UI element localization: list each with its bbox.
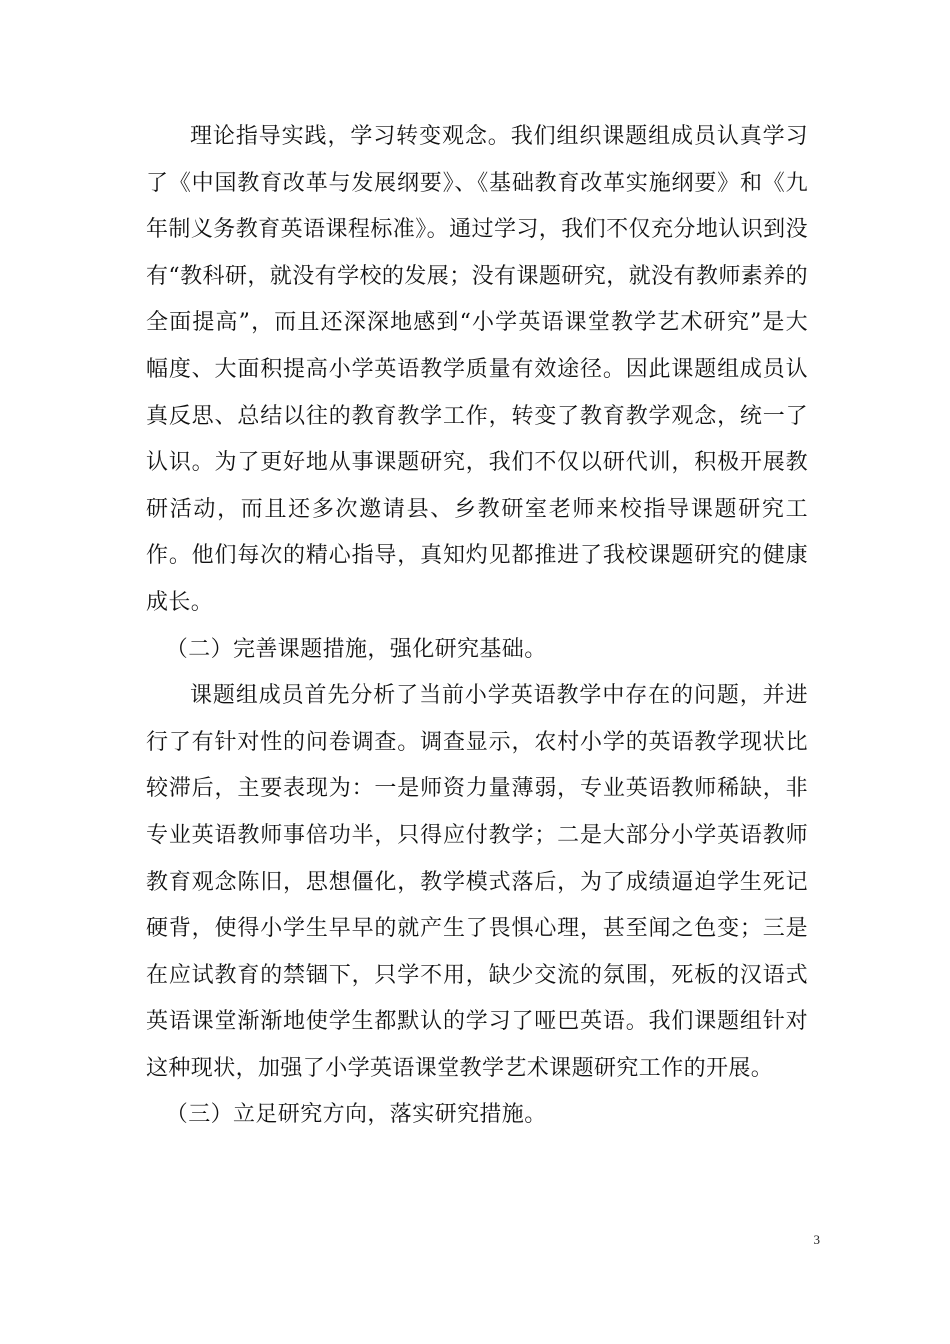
page-number: 3: [813, 1232, 820, 1247]
section-heading-three: （三）立足研究方向，落实研究措施。: [165, 1102, 547, 1128]
document-body: [146, 114, 808, 1139]
section-heading-two: （二）完善课题措施，强化研究基础。: [165, 636, 547, 662]
paragraph-problem-analysis: 课题组成员首先分析了当前小学英语教学中存在的问题，并进行了有针对性的问卷调查。调查显示，农村小学的英语教学现状比较滞后，主要表现为：一是师资力量薄弱，专业英语教师稀缺，非专业英语教师事倍功半，只得应付教学；二是大部分小学英语教师教育观念陈旧，思想僵化，教学模式落后，为了成绩逼迫学生死记硬背，使得小学生早早的就产生了畏惧心理，甚至闻之色变；三是在应试教育的禁锢下，只学不用，缺少交流的氛围，死板的汉语式英语课堂渐渐地使学生都默认的学习了哑巴英语。我们课题组针对这种现状，加强了小学英语课堂教学艺术课题研究工作的开展。: [146, 683, 808, 1081]
paragraph-theory-guides-practice: 理论指导实践，学习转变观念。我们组织课题组成员认真学习了《中国教育改革与发展纲要》、《基础教育改革实施纲要》和《九年制义务教育英语课程标准》。通过学习，我们不仅充分地认识到没有“教科研，就没有学校的发展；没有课题研究，就没有教师素养的全面提高”，而且还深深地感到“小学英语课堂教学艺术研究”是大幅度、大面积提高小学英语教学质量有效途径。因此课题组成员认真反思、总结以往的教育教学工作，转变了教育教学观念，统一了认识。为了更好地从事课题研究，我们不仅以研代训，积极开展教研活动，而且还多次邀请县、乡教研室老师来校指导课题研究工作。他们每次的精心指导，真知灼见都推进了我校课题研究的健康成长。: [146, 124, 808, 615]
